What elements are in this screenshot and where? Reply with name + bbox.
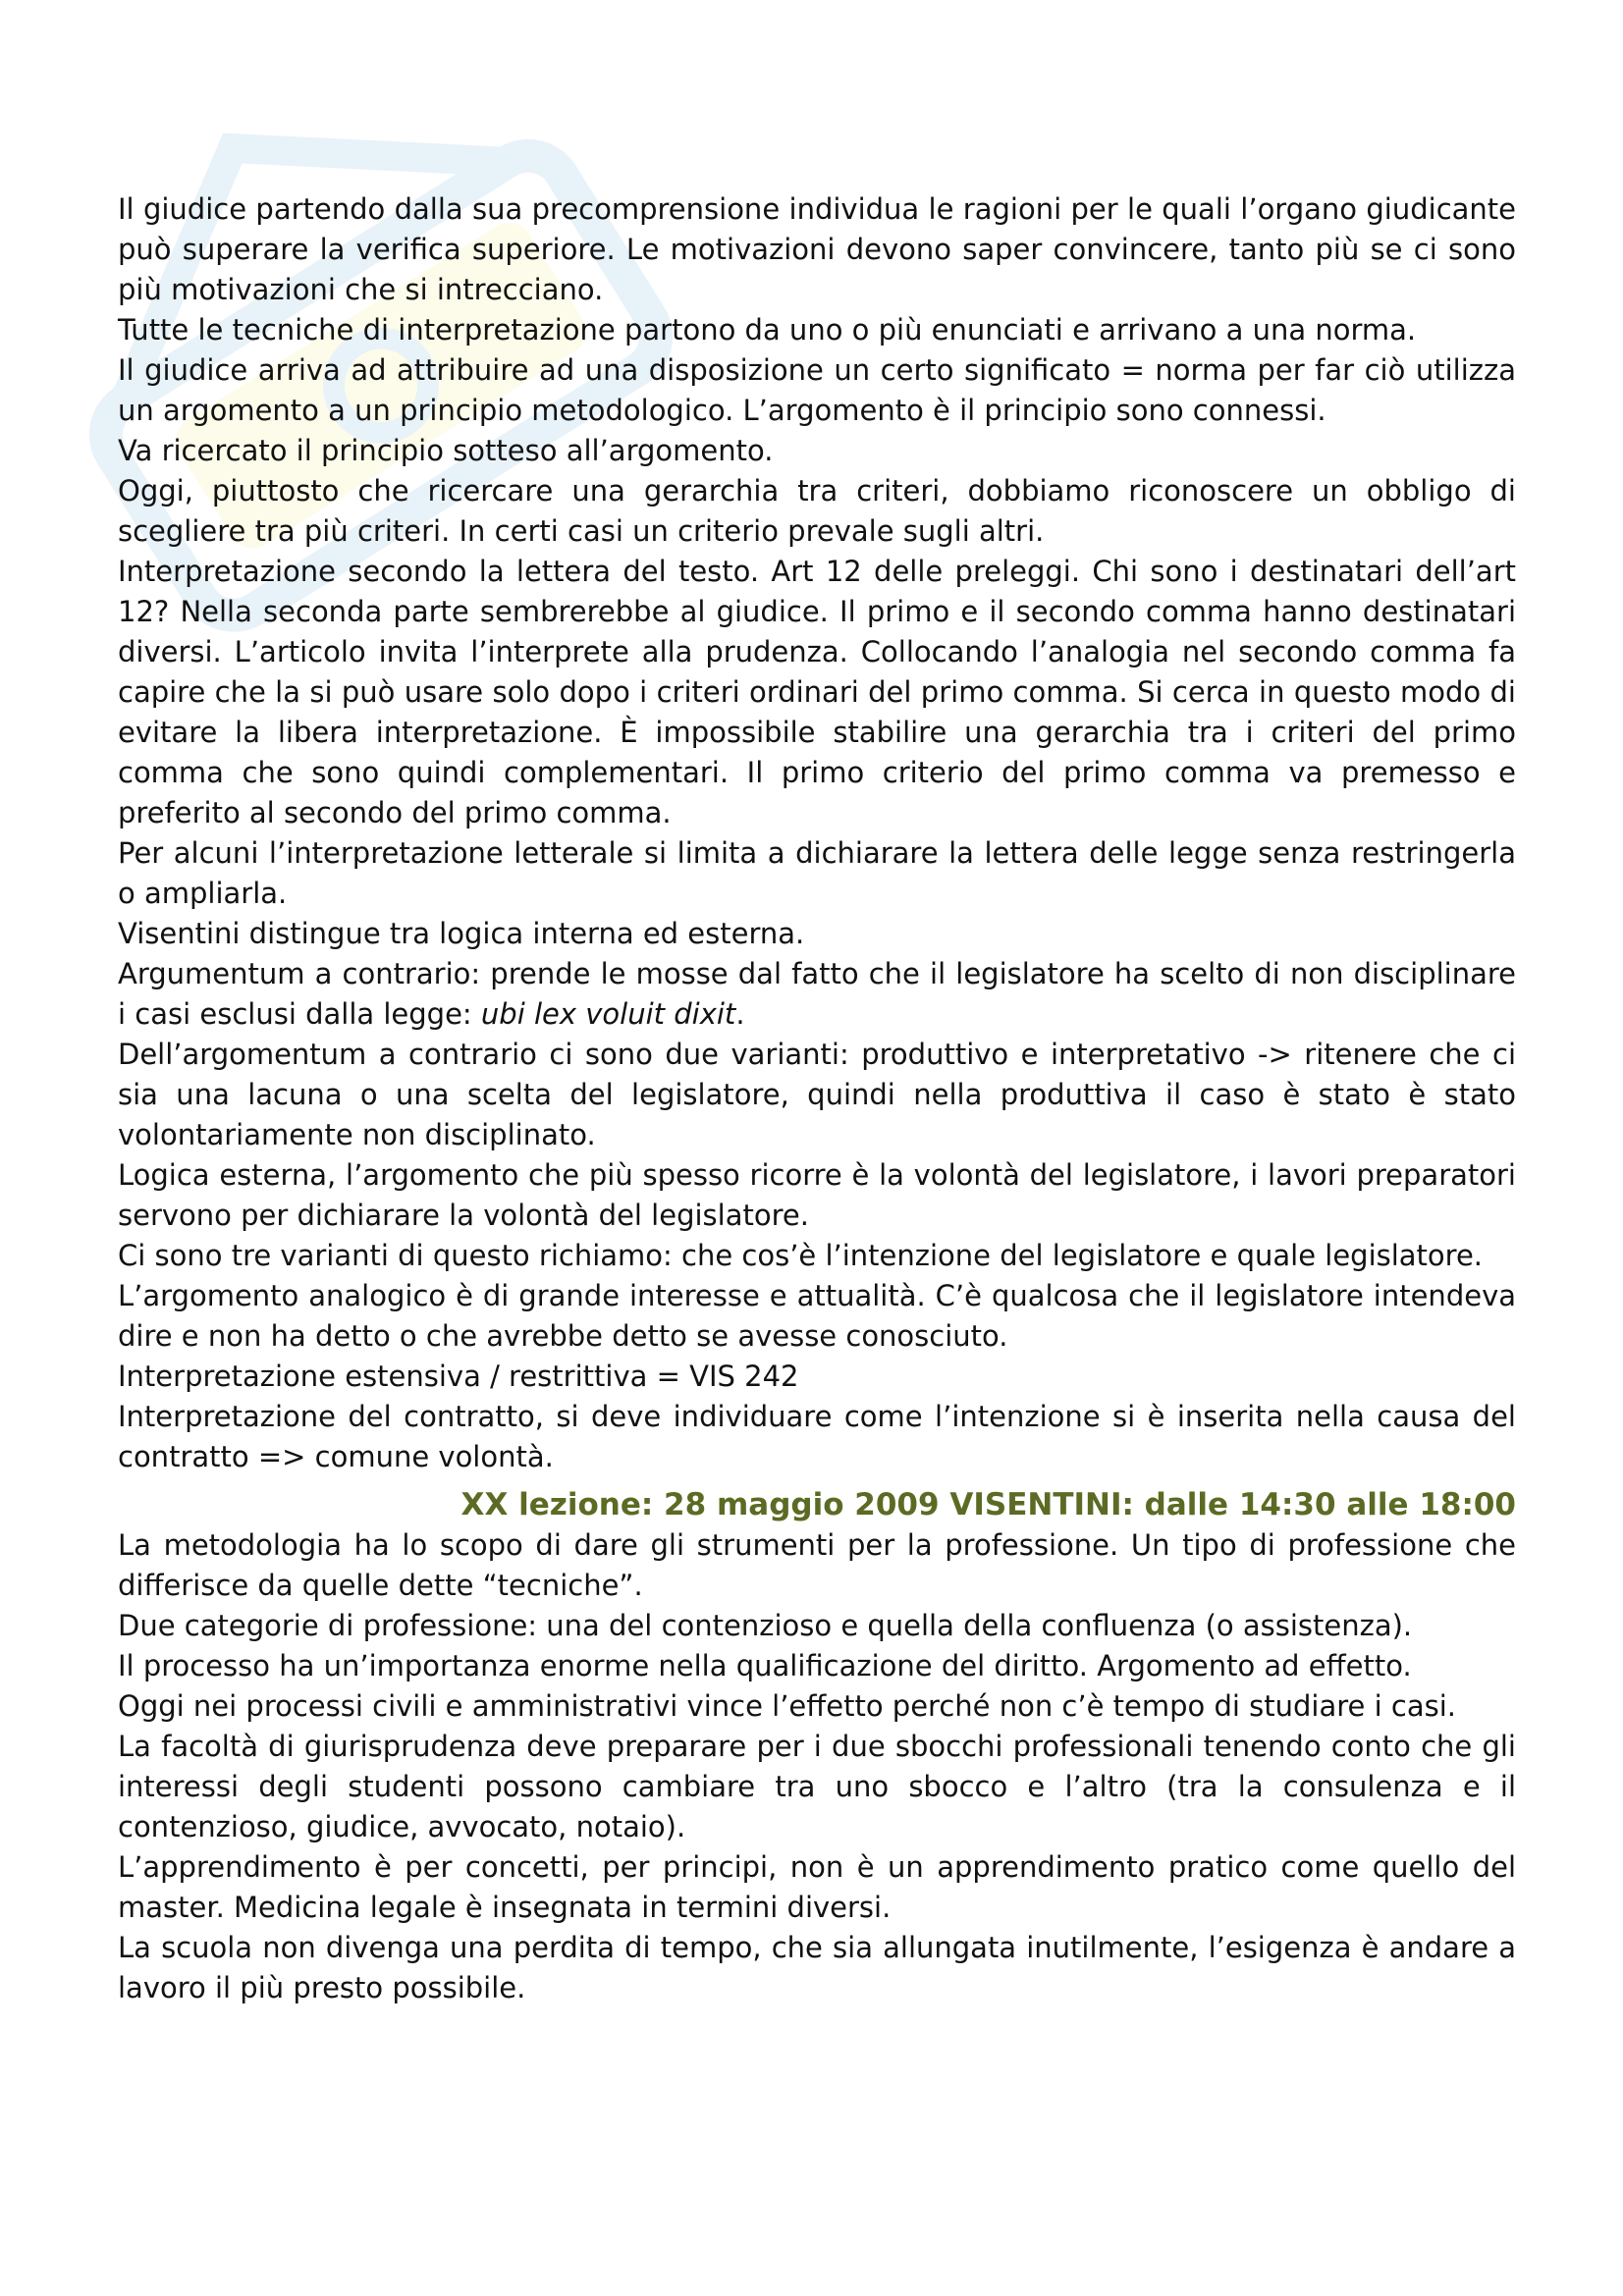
lesson-heading: XX lezione: 28 maggio 2009 VISENTINI: dalle 14:30 alle 18:00	[460, 1487, 1516, 1522]
paragraph: Ci sono tre varianti di questo richiamo: che cos’è l’intenzione del legislatore e quale legislatore.	[118, 1239, 1484, 1272]
paragraph: Dell’argomentum a contrario ci sono due varianti: produttivo e interpretativo -> ritenere che ci sia una lacuna o una scelta del legislatore, quindi nella produttiva il caso è stato è stato volontariamente non disciplinato.	[118, 1038, 1516, 1151]
paragraph: Oggi, piuttosto che ricercare una gerarchia tra criteri, dobbiamo riconoscere un obbligo di scegliere tra più criteri. In certi casi un criterio prevale sugli altri.	[118, 474, 1516, 548]
paragraph: L’apprendimento è per concetti, per principi, non è un apprendimento pratico come quello del master. Medicina legale è insegnata in termini diversi.	[118, 1850, 1516, 1924]
paragraph: Il processo ha un’importanza enorme nella qualificazione del diritto. Argomento ad effetto.	[118, 1649, 1412, 1682]
paragraph: L’argomento analogico è di grande interesse e attualità. C’è qualcosa che il legislatore intendeva dire e non ha detto o che avrebbe detto se avesse conosciuto.	[118, 1279, 1516, 1353]
paragraph: Due categorie di professione: una del contenzioso e quella della confluenza (o assistenza).	[118, 1609, 1413, 1642]
paragraph: Il giudice arriva ad attribuire ad una disposizione un certo significato = norma per far ciò utilizza un argomento a un principio metodologico. L’argomento è il principio sono connessi.	[118, 353, 1516, 427]
paragraph: Per alcuni l’interpretazione letterale si limita a dichiarare la lettera delle legge senza restringerla o ampliarla.	[118, 836, 1516, 910]
paragraph-text: Argumentum a contrario: prende le mosse dal fatto che il legislatore ha scelto di non disciplinare i casi esclusi dalla legge:	[118, 957, 1516, 1031]
paragraph: Interpretazione estensiva / restrittiva = VIS 242	[118, 1360, 799, 1393]
document-body	[118, 189, 1516, 2008]
latin-phrase: ubi lex voluit dixit	[480, 997, 736, 1031]
paragraph: Interpretazione secondo la lettera del testo. Art 12 delle preleggi. Chi sono i destinatari dell’art 12? Nella seconda parte sembrerebbe al giudice. Il primo e il secondo comma hanno destinatari diversi. L’articolo invita l’interprete alla prudenza. Collocando l’analogia nel secondo comma fa capire che la si può usare solo dopo i criteri ordinari del primo comma. Si cerca in questo modo di evitare la libera interpretazione. È impossibile stabilire una gerarchia tra i criteri del primo comma che sono quindi complementari. Il primo criterio del primo comma va premesso e preferito al secondo del primo comma.	[118, 555, 1516, 829]
paragraph-end: .	[735, 997, 745, 1031]
paragraph: Visentini distingue tra logica interna ed esterna.	[118, 917, 805, 950]
paragraph: Il giudice partendo dalla sua precomprensione individua le ragioni per le quali l’organo giudicante può superare la verifica superiore. Le motivazioni devono saper convincere, tanto più se ci sono più motivazioni che si intrecciano.	[118, 192, 1516, 306]
paragraph: La facoltà di giurisprudenza deve preparare per i due sbocchi professionali tenendo conto che gli interessi degli studenti possono cambiare tra uno sbocco e l’altro (tra la consulenza e il contenzioso, giudice, avvocato, notaio).	[118, 1730, 1516, 1843]
paragraph: La scuola non divenga una perdita di tempo, che sia allungata inutilmente, l’esigenza è andare a lavoro il più presto possibile.	[118, 1931, 1516, 2004]
paragraph: Va ricercato il principio sotteso all’argomento.	[118, 434, 774, 467]
paragraph: Oggi nei processi civili e amministrativi vince l’effetto perché non c’è tempo di studiare i casi.	[118, 1689, 1456, 1723]
paragraph: La metodologia ha lo scopo di dare gli strumenti per la professione. Un tipo di professione che differisce da quelle dette “tecniche”.	[118, 1528, 1516, 1602]
paragraph: Logica esterna, l’argomento che più spesso ricorre è la volontà del legislatore, i lavori preparatori servono per dichiarare la volontà del legislatore.	[118, 1158, 1516, 1232]
paragraph: Interpretazione del contratto, si deve individuare come l’intenzione si è inserita nella causa del contratto => comune volontà.	[118, 1400, 1516, 1473]
paragraph: Tutte le tecniche di interpretazione partono da uno o più enunciati e arrivano a una norma.	[118, 313, 1417, 347]
paragraph-contrario	[118, 954, 1516, 1035]
